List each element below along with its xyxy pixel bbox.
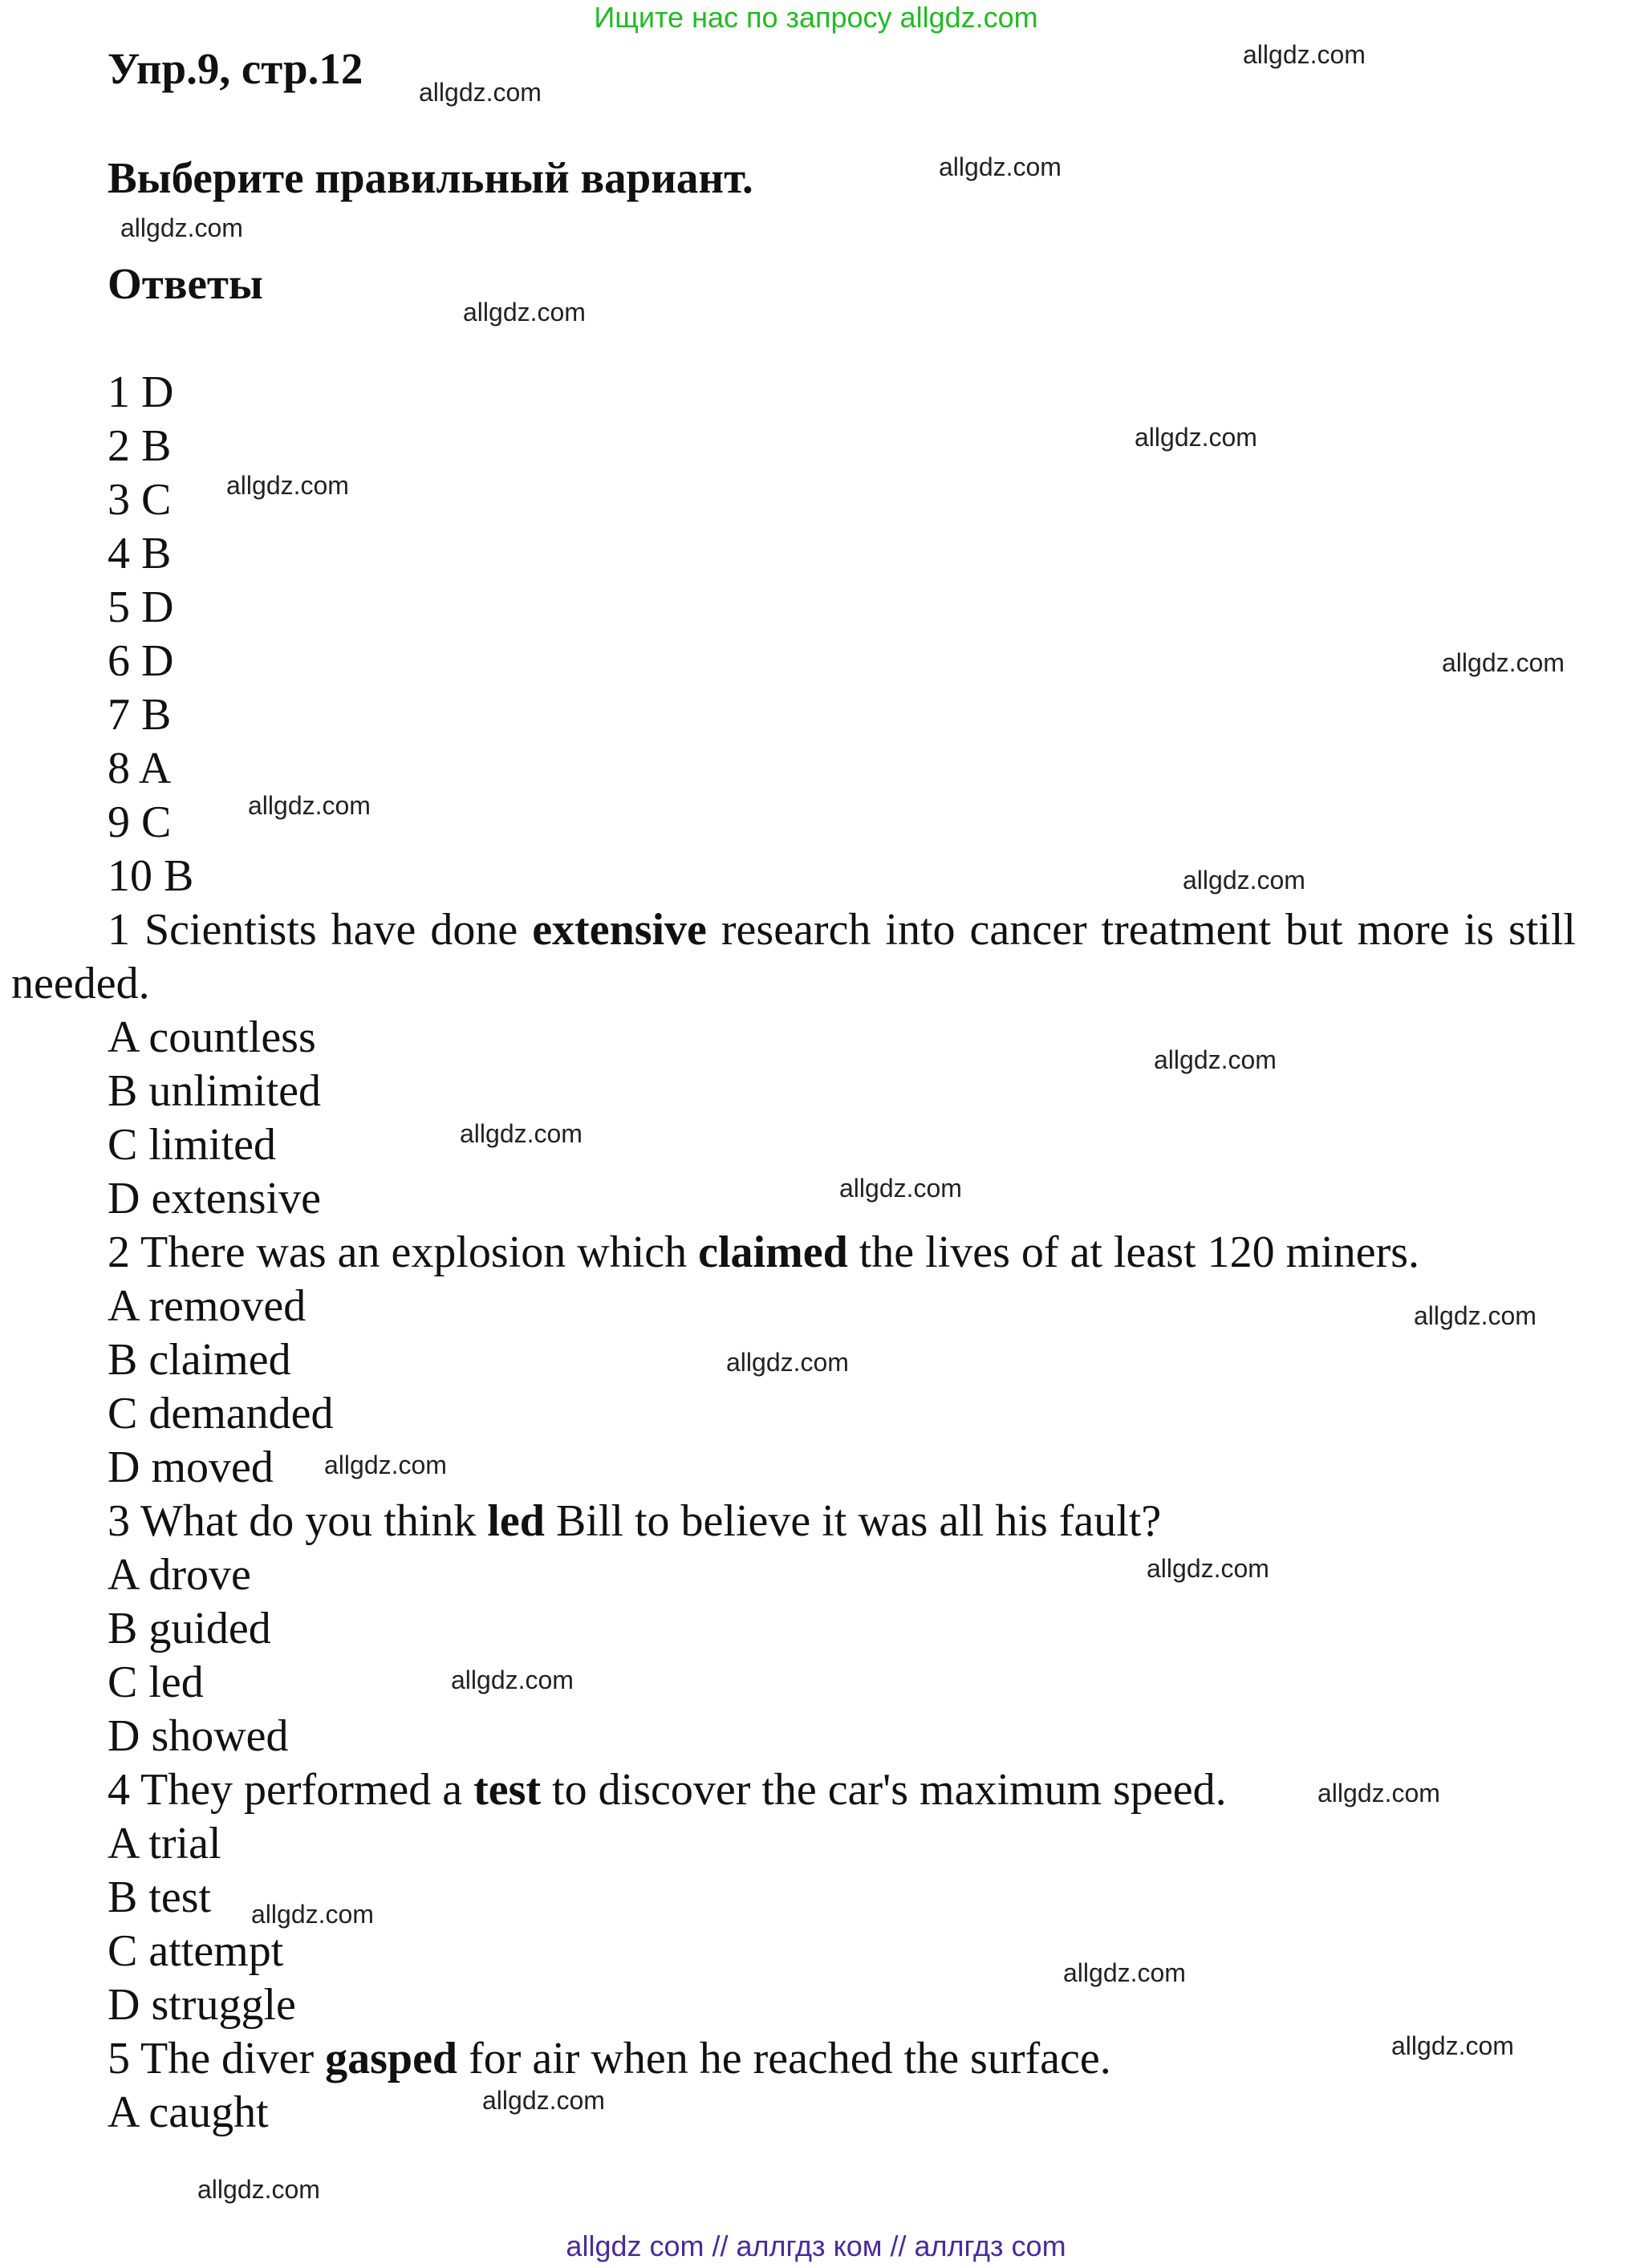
page-title: Упр.9, стр.12 [108, 44, 363, 93]
watermark: allgdz.com [197, 2175, 320, 2204]
question-1 [11, 903, 1576, 1011]
watermark: allgdz.com [839, 1174, 962, 1203]
watermark: allgdz.com [1154, 1045, 1277, 1074]
option-item: A countless [108, 1012, 316, 1062]
answer-item: 1 D [108, 367, 174, 417]
watermark: allgdz.com [939, 152, 1062, 181]
question-text: Bill to believe it was all his fault? [544, 1496, 1162, 1546]
option-item: A removed [108, 1281, 307, 1331]
watermark: allgdz.com [1317, 1779, 1440, 1808]
option-item: B unlimited [108, 1066, 321, 1116]
watermark: allgdz.com [482, 2086, 605, 2115]
question-text: 1 Scientists have done [108, 905, 533, 955]
watermark: allgdz.com [460, 1119, 583, 1148]
top-banner-link[interactable]: Ищите нас по запросу allgdz.com [594, 1, 1038, 34]
answer-item: 2 B [108, 421, 172, 471]
watermark: allgdz.com [120, 213, 243, 242]
key-word: claimed [698, 1227, 848, 1277]
option-item: A caught [108, 2087, 269, 2137]
option-item: B guided [108, 1604, 271, 1653]
answers-heading: Ответы [108, 259, 263, 308]
watermark: allgdz.com [226, 471, 349, 500]
answer-item: 7 B [108, 690, 172, 740]
option-item: D extensive [108, 1174, 321, 1223]
watermark: allgdz.com [324, 1450, 447, 1479]
watermark: allgdz.com [1442, 648, 1565, 677]
key-word: test [473, 1765, 542, 1815]
watermark: allgdz.com [1063, 1958, 1186, 1987]
key-word: gasped [325, 2034, 458, 2083]
answer-item: 3 C [108, 475, 172, 525]
watermark: allgdz.com [1135, 423, 1257, 452]
option-item: C led [108, 1657, 204, 1707]
key-word: extensive [532, 905, 707, 955]
question-text: the lives of at least 120 miners. [847, 1227, 1420, 1277]
question-5 [108, 2032, 1111, 2085]
watermark: allgdz.com [1183, 866, 1305, 895]
option-item: C attempt [108, 1926, 284, 1976]
answer-item: 6 D [108, 636, 174, 686]
question-text: research into cancer treatment but more is still needed. [11, 905, 1576, 1008]
watermark: allgdz.com [726, 1348, 849, 1377]
question-3 [108, 1495, 1161, 1548]
watermark: allgdz.com [251, 1900, 374, 1929]
option-item: D showed [108, 1711, 289, 1761]
footer-banner-link[interactable]: allgdz com // аллгдз ком // аллгдз com [566, 2229, 1066, 2262]
answer-item: 8 A [108, 744, 172, 793]
question-text: to discover the car's maximum speed. [541, 1765, 1227, 1815]
answer-item: 4 B [108, 529, 172, 578]
question-text: 2 There was an explosion which [108, 1227, 699, 1277]
option-item: D struggle [108, 1980, 296, 2030]
watermark: allgdz.com [1414, 1301, 1537, 1330]
option-item: C limited [108, 1120, 276, 1170]
question-4 [108, 1763, 1227, 1816]
question-text: for air when he reached the surface. [457, 2034, 1111, 2083]
key-word: led [487, 1496, 545, 1546]
option-item: B claimed [108, 1335, 291, 1385]
question-text: 5 The diver [108, 2034, 326, 2083]
watermark: allgdz.com [451, 1665, 574, 1694]
watermark: allgdz.com [419, 78, 542, 107]
watermark: allgdz.com [463, 298, 586, 327]
question-2 [108, 1226, 1419, 1279]
question-text: 4 They performed a [108, 1765, 474, 1815]
answer-item: 10 B [108, 851, 194, 901]
option-item: A drove [108, 1550, 251, 1600]
watermark: allgdz.com [1243, 40, 1366, 69]
watermark: allgdz.com [1391, 2031, 1514, 2060]
question-text: 3 What do you think [108, 1496, 488, 1546]
watermark: allgdz.com [248, 791, 371, 820]
task-instruction: Выберите правильный вариант. [108, 153, 753, 202]
answer-item: 9 C [108, 797, 172, 847]
watermark: allgdz.com [1147, 1554, 1269, 1583]
option-item: B test [108, 1872, 212, 1922]
option-item: D moved [108, 1442, 274, 1492]
option-item: A trial [108, 1819, 221, 1868]
option-item: C demanded [108, 1389, 334, 1438]
answer-item: 5 D [108, 582, 174, 632]
